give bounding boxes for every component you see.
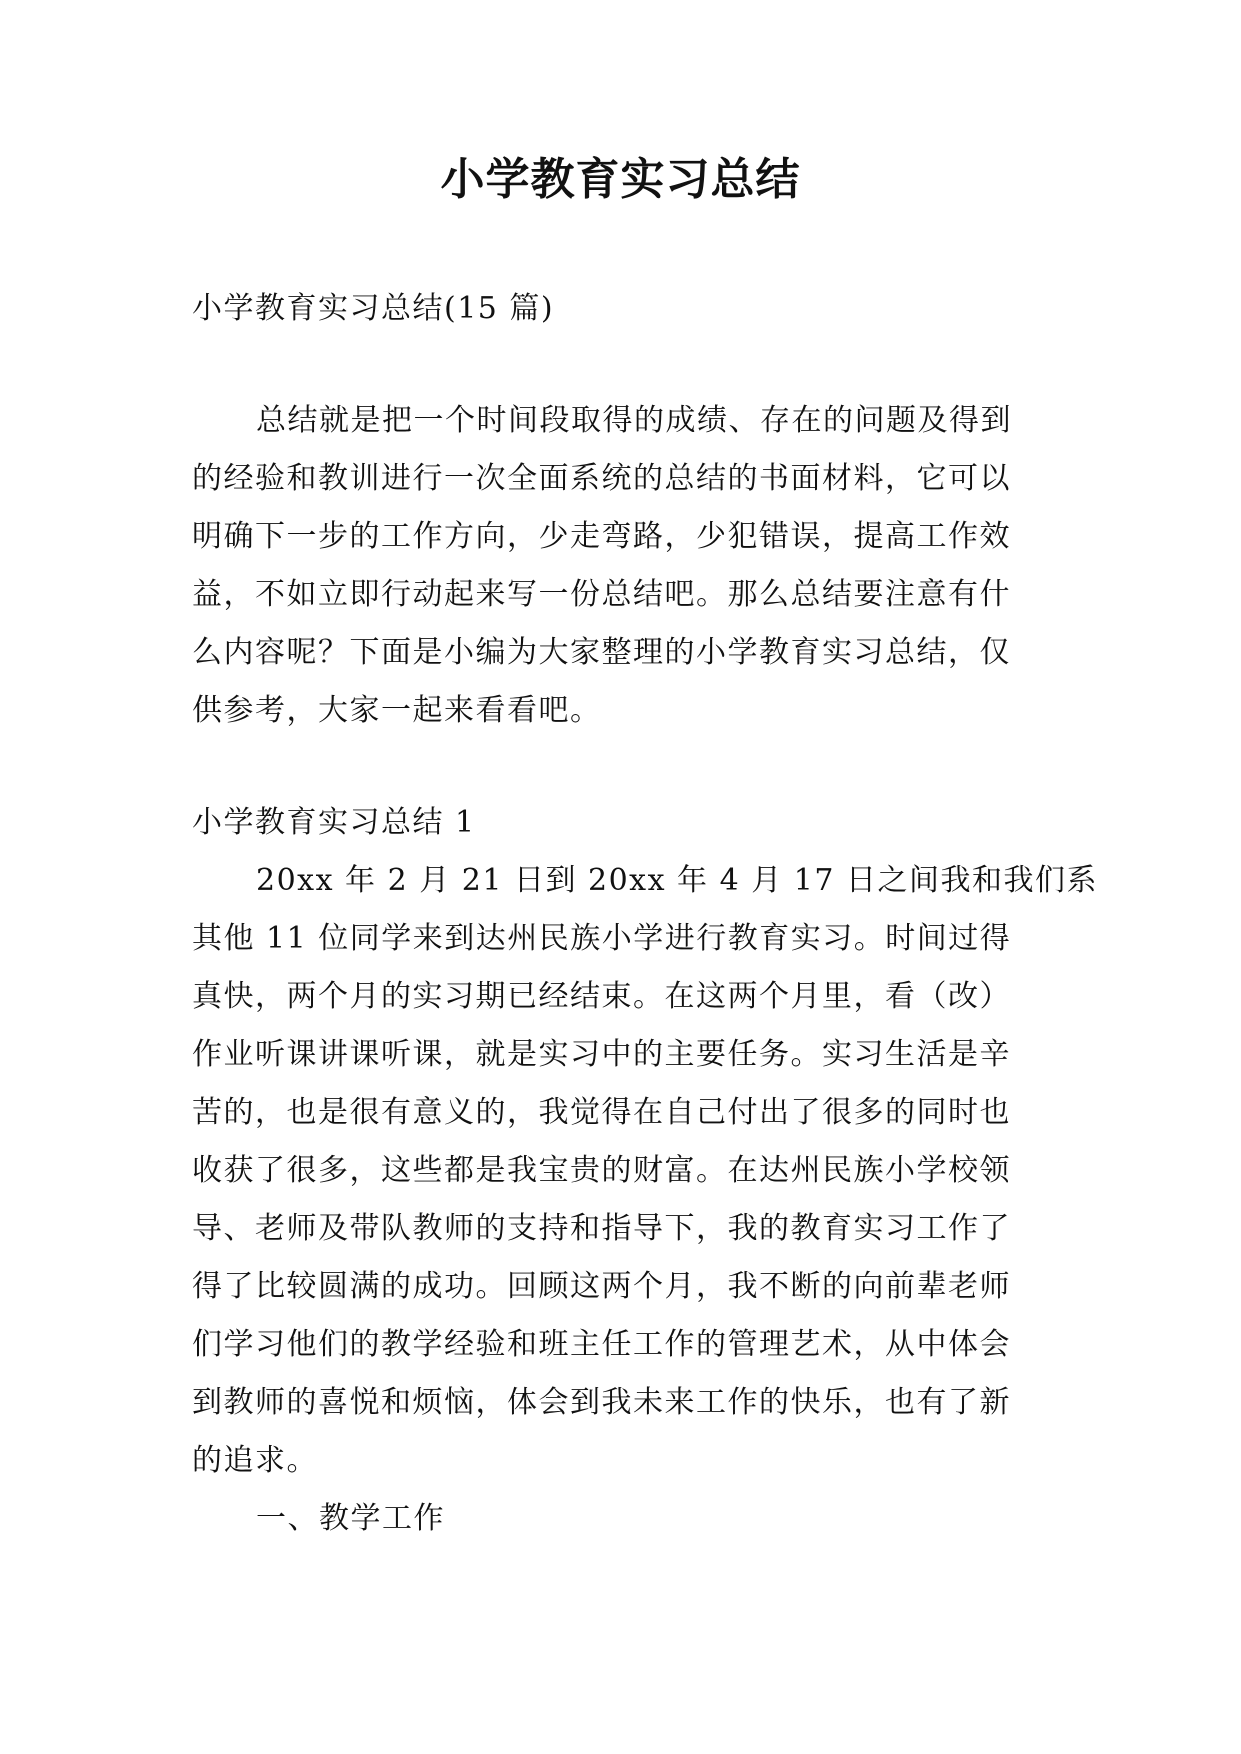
text-line: 导、老师及带队教师的支持和指导下，我的教育实习工作了 xyxy=(192,1211,1011,1246)
text-line: 苦的，也是很有意义的，我觉得在自己付出了很多的同时也 xyxy=(192,1095,1011,1130)
text-line: 供参考，大家一起来看看吧。 xyxy=(192,693,602,728)
text-line: 作业听课讲课听课，就是实习中的主要任务。实习生活是辛 xyxy=(192,1037,1011,1072)
document-subtitle: 小学教育实习总结(15 篇) xyxy=(192,291,555,326)
text-line: 到教师的喜悦和烦恼，体会到我未来工作的快乐，也有了新 xyxy=(192,1385,1011,1420)
text-line: 们学习他们的教学经验和班主任工作的管理艺术，从中体会 xyxy=(192,1327,1011,1362)
section-heading: 小学教育实习总结 1 xyxy=(192,805,476,840)
text-line: 其他 11 位同学来到达州民族小学进行教育实习。时间过得 xyxy=(192,921,1012,956)
text-line: 收获了很多，这些都是我宝贵的财富。在达州民族小学校领 xyxy=(192,1153,1011,1188)
document-body xyxy=(192,280,1098,1548)
intro-paragraph xyxy=(192,392,1052,740)
text-line: 益，不如立即行动起来写一份总结吧。那么总结要注意有什 xyxy=(192,577,1011,612)
text-line: 真快，两个月的实习期已经结束。在这两个月里，看（改） xyxy=(192,979,1011,1014)
text-line: 的追求。 xyxy=(192,1443,318,1478)
text-line: 总结就是把一个时间段取得的成绩、存在的问题及得到 xyxy=(256,403,1012,438)
text-line: 20xx 年 2 月 21 日到 20xx 年 4 月 17 日之间我和我们系 xyxy=(256,863,1098,898)
sub-heading: 一、教学工作 xyxy=(256,1501,445,1536)
text-line: 么内容呢？下面是小编为大家整理的小学教育实习总结，仅 xyxy=(192,635,1011,670)
spacer xyxy=(192,740,1052,794)
text-line: 明确下一步的工作方向，少走弯路，少犯错误，提高工作效 xyxy=(192,519,1011,554)
text-line: 的经验和教训进行一次全面系统的总结的书面材料，它可以 xyxy=(192,461,1011,496)
section-paragraph xyxy=(192,852,1098,1490)
document-title: 小学教育实习总结 xyxy=(440,154,801,205)
spacer xyxy=(192,338,1052,392)
text-line: 得了比较圆满的成功。回顾这两个月，我不断的向前辈老师 xyxy=(192,1269,1011,1304)
